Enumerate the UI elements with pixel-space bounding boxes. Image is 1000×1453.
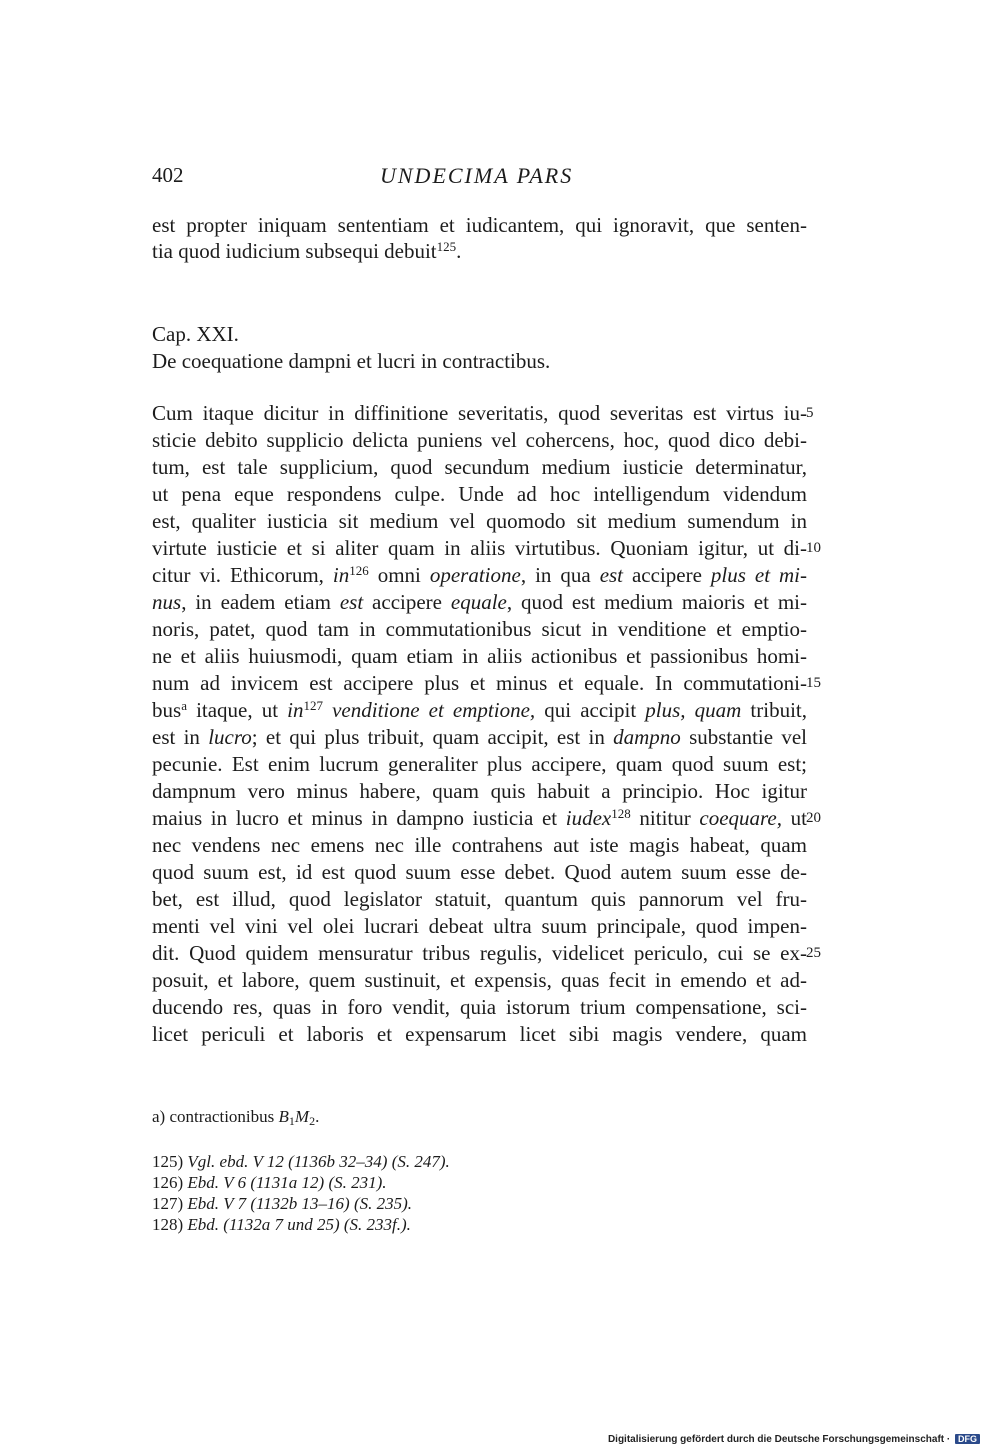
text-line: ducendo res, quas in foro vendit, quia istorum trium compensatione, sci-: [152, 995, 807, 1019]
text-line: num ad invicem est accipere plus et minus et equale. In commutationi-: [152, 671, 807, 695]
text-line: dampnum vero minus habere, quam quis habuit a principio. Hoc igitur: [152, 779, 807, 803]
text-line: menti vel vini vel olei lucrari debeat ultra suum principale, quod impen-: [152, 914, 807, 938]
running-title: UNDECIMA PARS: [380, 163, 574, 188]
line-number: 20: [806, 810, 821, 826]
text-line: ut pena eque respondens culpe. Unde ad hoc intelligendum videndum: [152, 482, 807, 506]
text-line: est, qualiter iusticia sit medium vel quomodo sit medium sumendum in: [152, 509, 807, 533]
footnote-127: 127) Ebd. V 7 (1132b 13–16) (S. 235).: [152, 1194, 413, 1213]
apparatus-ref-a: a: [181, 698, 187, 713]
text-line: sticie debito supplicio delicta puniens vel cohercens, hoc, quod dico debi-: [152, 428, 807, 452]
text-line: nec vendens nec emens nec ille contrahens aut iste magis habeat, quam: [152, 833, 807, 857]
text-line: posuit, et labore, quem sustinuit, et expensis, quas fecit in emendo et ad-: [152, 968, 807, 992]
page-number: 402: [152, 163, 184, 187]
line-number: 25: [806, 945, 821, 961]
text-line: tia quod iudicium subsequi debuit$^{125}$.: [152, 239, 462, 263]
text-line: dit. Quod quidem mensuratur tribus regulis, videlicet periculo, cui se ex-: [152, 941, 807, 965]
text-line: bet, est illud, quod legislator statuit, quantum quis pannorum vel fru-: [152, 887, 807, 911]
dfg-logo: DFG: [955, 1434, 980, 1444]
text-line: ne et aliis huiusmodi, quam etiam in aliis actionibus et passionibus homi-: [152, 644, 807, 668]
text-line: quod suum est, id est quod suum esse debet. Quod autem suum esse de-: [152, 860, 807, 884]
text-line: virtute iusticie et si aliter quam in aliis virtutibus. Quoniam igitur, ut di-: [152, 536, 807, 560]
text-line: bus$^a$ itaque, ut $in^{127}$ venditione et emptione, qui accipit plus, quam tribuit,: [152, 698, 807, 722]
footnote-128: 128) Ebd. (1132a 7 und 25) (S. 233f.).: [152, 1215, 411, 1234]
line-number: 5: [806, 405, 814, 421]
footnote-ref-127: 127: [303, 698, 324, 713]
text-line: nus, in eadem etiam est accipere equale, quod est medium maioris et mi-: [152, 590, 807, 614]
text-line: noris, patet, quod tam in commutationibus sicut in venditione et emptio-: [152, 617, 807, 641]
text-line: pecunie. Est enim lucrum generaliter plus accipere, quam quod suum est;: [152, 752, 807, 776]
line-number: 10: [806, 540, 821, 556]
digitization-footer: Digitalisierung gefördert durch die Deutsche Forschungsgemeinschaft · DFG: [608, 1434, 980, 1445]
footnote-ref-125: 125: [436, 239, 457, 254]
chapter-title: De coequatione dampni et lucri in contractibus.: [152, 349, 551, 373]
text-line: est in lucro; et qui plus tribuit, quam accipit, est in dampno substantie vel: [152, 725, 807, 749]
apparatus-note: a) contractionibus $B_1M_2$.: [152, 1107, 320, 1128]
line-number: 15: [806, 675, 821, 691]
text-line: est propter iniquam sententiam et iudicantem, qui ignoravit, que senten-: [152, 213, 807, 237]
footnote-126: 126) Ebd. V 6 (1131a 12) (S. 231).: [152, 1173, 387, 1192]
text-line: licet periculi et laboris et expensarum licet sibi magis vendere, quam: [152, 1022, 807, 1046]
footnote-125: 125) Vgl. ebd. V 12 (1136b 32–34) (S. 247).: [152, 1152, 450, 1171]
text-line: tum, est tale supplicium, quod secundum medium iusticie determinatur,: [152, 455, 807, 479]
text-line: maius in lucro et minus in dampno iusticia et iudex$^{128}$ nititur coequare, ut: [152, 806, 807, 830]
footnote-ref-128: 128: [611, 806, 631, 821]
text-line: citur vi. Ethicorum, $in^{126}$ omni operatione, in qua est accipere plus et mi-: [152, 563, 808, 587]
text-line: Cum itaque dicitur in diffinitione severitatis, quod severitas est virtus iu-: [152, 401, 807, 425]
footnote-ref-126: 126: [349, 563, 369, 578]
chapter-number: Cap. XXI.: [152, 322, 239, 346]
